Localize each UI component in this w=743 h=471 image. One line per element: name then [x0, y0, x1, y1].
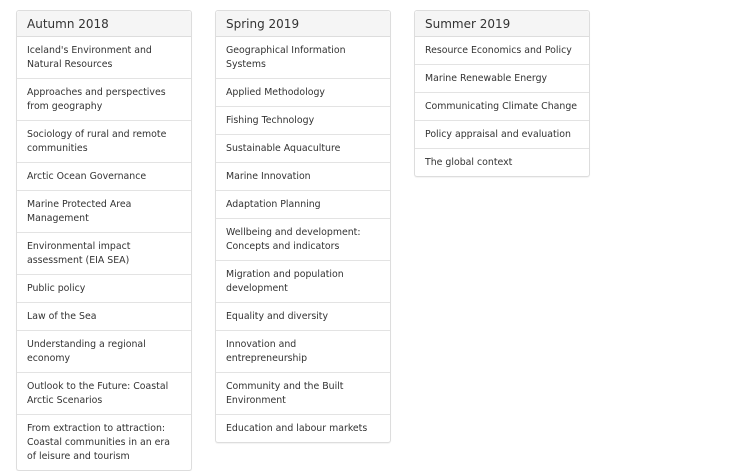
course-item: Understanding a regional economy — [17, 331, 191, 373]
course-item: Law of the Sea — [17, 303, 191, 331]
course-list — [415, 37, 589, 176]
course-item: Outlook to the Future: Coastal Arctic Scenarios — [17, 373, 191, 415]
course-item: Marine Innovation — [216, 163, 390, 191]
course-item: Education and labour markets — [226, 423, 368, 434]
semester-panel-spring-2019 — [215, 10, 391, 443]
course-item: The global context — [425, 157, 513, 168]
panel-heading: Autumn 2018 — [17, 11, 191, 37]
course-item: Equality and diversity — [216, 303, 390, 331]
course-item: Applied Methodology — [216, 79, 390, 107]
semester-panel-summer-2019 — [414, 10, 590, 177]
panel-heading: Spring 2019 — [216, 11, 390, 37]
course-item: Iceland's Environment and Natural Resources — [17, 37, 191, 79]
course-item: Marine Protected Area Management — [17, 191, 191, 233]
course-item: Migration and population development — [216, 261, 390, 303]
course-item: Resource Economics and Policy — [415, 37, 589, 65]
course-list — [216, 37, 390, 442]
course-item: Public policy — [17, 275, 191, 303]
semester-panel-autumn-2018 — [16, 10, 192, 471]
course-item: Policy appraisal and evaluation — [415, 121, 589, 149]
course-list — [17, 37, 191, 470]
course-item: From extraction to attraction: Coastal communities in an era of leisure and tourism — [27, 423, 171, 462]
course-item: Environmental impact assessment (EIA SEA) — [17, 233, 191, 275]
course-item: Innovation and entrepreneurship — [216, 331, 390, 373]
course-item: Sustainable Aquaculture — [216, 135, 390, 163]
course-item: Geographical Information Systems — [216, 37, 390, 79]
course-item: Adaptation Planning — [216, 191, 390, 219]
course-item: Marine Renewable Energy — [415, 65, 589, 93]
course-item: Community and the Built Environment — [216, 373, 390, 415]
course-item: Communicating Climate Change — [415, 93, 589, 121]
panel-heading: Summer 2019 — [415, 11, 589, 37]
course-item: Approaches and perspectives from geography — [17, 79, 191, 121]
course-item: Sociology of rural and remote communities — [17, 121, 191, 163]
course-item: Fishing Technology — [216, 107, 390, 135]
course-item: Wellbeing and development: Concepts and indicators — [216, 219, 390, 261]
course-item: Arctic Ocean Governance — [17, 163, 191, 191]
